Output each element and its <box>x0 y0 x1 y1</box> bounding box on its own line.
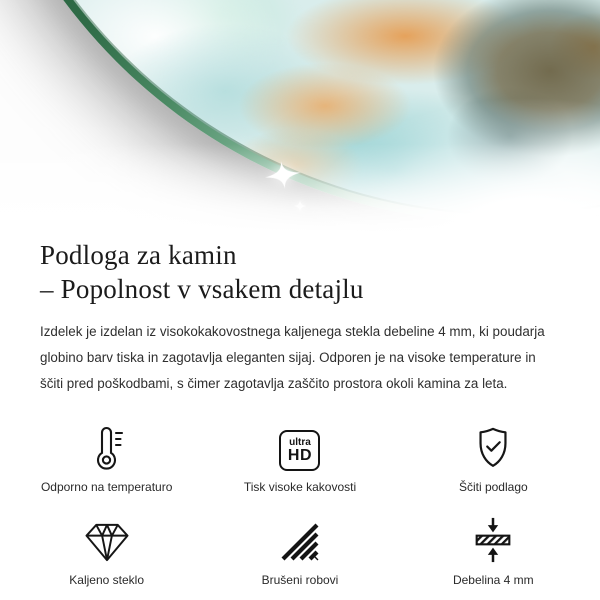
thermometer-icon <box>89 424 125 471</box>
feature-icon-box <box>471 423 515 471</box>
feature-label: Odporno na temperaturo <box>40 480 173 494</box>
feature-label: Debelina 4 mm <box>452 573 534 587</box>
feature-icon-box <box>89 423 125 471</box>
brushed-edges-icon <box>278 520 322 564</box>
feature-item-temperature <box>10 423 203 494</box>
feature-item-thickness <box>397 516 590 587</box>
sparkle-glint-small-icon <box>293 199 307 213</box>
feature-item-tempered-glass <box>10 516 203 587</box>
thickness-icon <box>471 516 515 564</box>
feature-label: Brušeni robovi <box>261 573 339 587</box>
ultra-hd-icon-text-top: ultra <box>289 437 311 448</box>
feature-icon-box <box>471 516 515 564</box>
feature-icon-box <box>278 516 322 564</box>
feature-item-polished-edges <box>203 516 396 587</box>
page-title <box>40 238 560 306</box>
product-info-section <box>0 238 600 587</box>
feature-label: Ščiti podlago <box>458 480 528 494</box>
feature-label: Tisk visoke kakovosti <box>243 480 357 494</box>
feature-item-print-quality <box>203 423 396 494</box>
product-description: Izdelek je izdelan iz visokokakovostnega kaljenega stekla debeline 4 mm, ki poudarja globino barv tiska in zagotavlja eleganten sijaj. Odporen je na visoke temperature in ščiti pred poškodbami, s čimer zagotavlja zaščito prostora okoli kamina za leta. <box>40 324 545 391</box>
shield-check-icon <box>471 425 515 471</box>
feature-item-protects <box>397 423 590 494</box>
feature-icon-box <box>279 423 320 471</box>
page-title-line2: – Popolnost v vsakem detajlu <box>40 274 364 304</box>
page-title-line1: Podloga za kamin <box>40 240 237 270</box>
product-hero-image <box>0 0 600 232</box>
ultra-hd-icon <box>279 430 320 471</box>
sparkle-glint-icon <box>260 152 305 197</box>
feature-grid <box>0 423 600 587</box>
ultra-hd-icon-text-bottom: HD <box>287 447 313 464</box>
feature-icon-box <box>82 516 132 564</box>
diamond-icon <box>82 521 132 564</box>
feature-label: Kaljeno steklo <box>69 573 145 587</box>
